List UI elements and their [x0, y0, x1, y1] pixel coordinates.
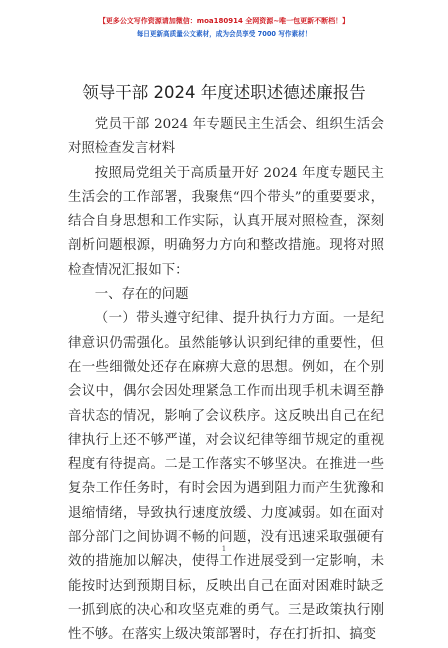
promo-banner-line-2: 每日更新高质量公文素材，成为会员享受 7000 写作素材！ [136, 30, 312, 38]
body-paragraph: （一）带头遵守纪律、提升执行力方面。一是纪律意识仍需强化。虽然能够认识到纪律的重要性，但在一些细微处还存在麻痹大意的思想。例如，在个别会议中，偶尔会因处理紧急工作而出现手机未调至静音状态的情况，影响了会议秩序。这反映出自己在纪律执行上还不够严谨，对会议纪律等细节规定的重视程度有待提高。二是工作落实不够坚决。在推进一些复杂工作任务时，有时会因为遇到阻力而产生犹豫和退缩情绪，导致执行速度放缓、力度减弱。如在面对部分部门之间协调不畅的问题，没有迅速采取强硬有效的措施加以解决，使得工作进展受到一定影响，未能按时达到预期目标，反映出自己在面对困难时缺乏一抓到底的决心和攻坚克难的勇气。三是政策执行刚性不够。在落实上级决策部署时，存在打折扣、搞变 [68, 311, 384, 643]
section-heading: 一、存在的问题 [94, 287, 189, 303]
document-body [68, 113, 384, 648]
subtitle-paragraph: 党员干部 2024 年专题民主生活会、组织生活会对照检查发言材料 [68, 117, 384, 157]
promo-banner-line-1: 【更多公文写作资源请加微信：moa180914 全网资源~唯一包更新不断档！】 [98, 17, 350, 25]
intro-paragraph: 按照局党组关于高质量开好 2024 年度专题民主生活会的工作部署，我聚焦“四个带头”的重要要求，结合自身思想和工作实际，认真开展对照检查，深刻剖析问题根源，明确努力方向和整改措施。现将对照检查情况汇报如下： [68, 165, 384, 278]
page-number: 1 [221, 545, 227, 553]
document-title: 领导干部 2024 年度述职述德述廉报告 [82, 83, 366, 102]
